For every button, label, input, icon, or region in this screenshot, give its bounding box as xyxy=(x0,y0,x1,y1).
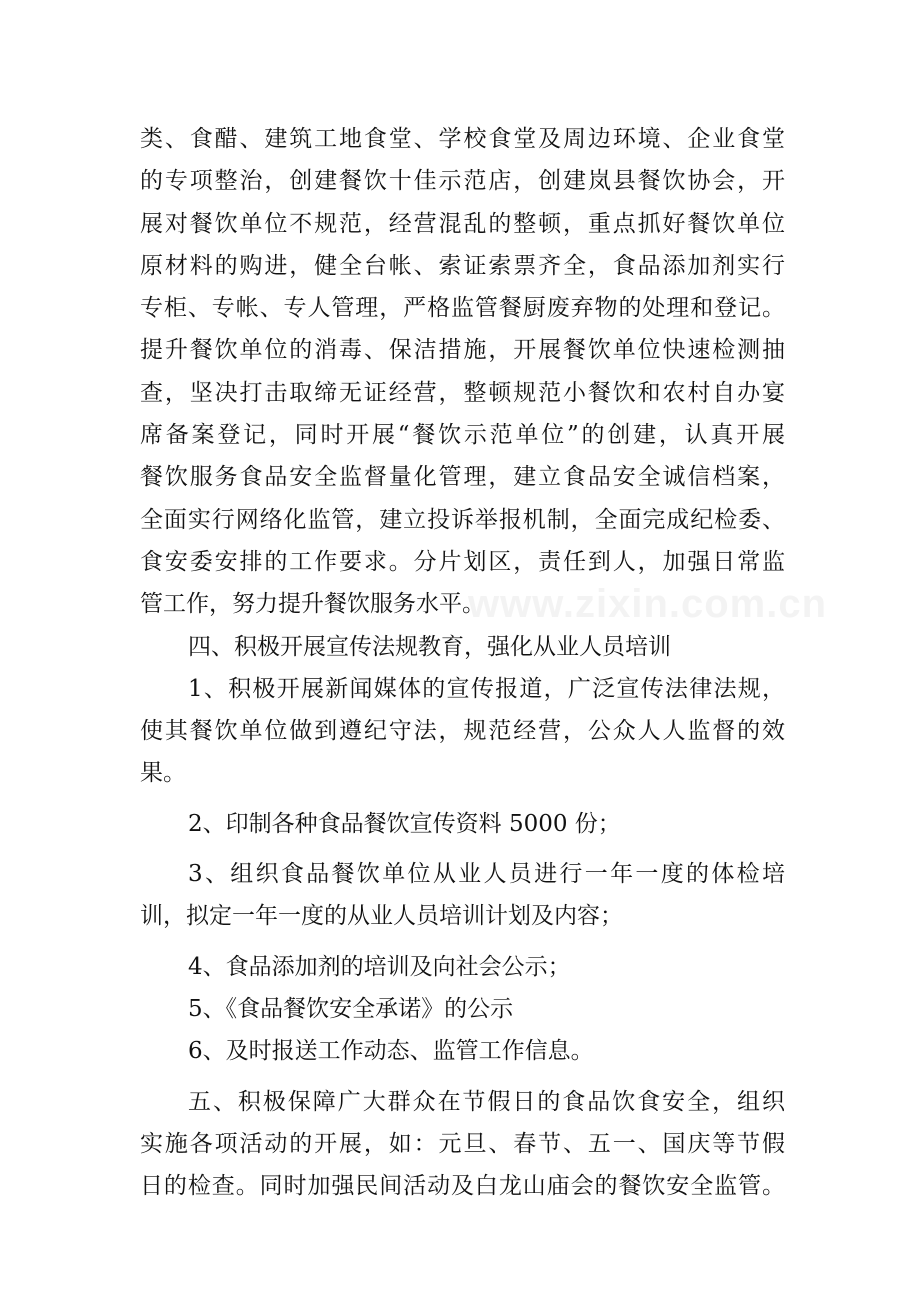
section-4-heading: 四、积极开展宣传法规教育，强化从业人员培训 xyxy=(188,633,671,660)
paragraph-line: 展对餐饮单位不规范，经营混乱的整顿，重点抓好餐饮单位 xyxy=(140,210,785,237)
list-item-1-line: 1、积极开展新闻媒体的宣传报道，广泛宣传法律法规， xyxy=(188,675,785,702)
paragraph-line: 提升餐饮单位的消毒、保洁措施，开展餐饮单位快速检测抽 xyxy=(140,337,785,364)
paragraph-line: 食安委安排的工作要求。分片划区，责任到人，加强日常监 xyxy=(140,548,785,575)
paragraph-line-last: 管工作，努力提升餐饮服务水平。 xyxy=(140,591,485,618)
paragraph-line: 席备案登记，同时开展“餐饮示范单位”的创建，认真开展 xyxy=(140,422,785,449)
list-item-3-line-last: 训，拟定一年一度的从业人员培训计划及内容； xyxy=(140,903,623,930)
paragraph-line: 类、食醋、建筑工地食堂、学校食堂及周边环境、企业食堂 xyxy=(140,126,785,152)
paragraph-line: 的专项整治，创建餐饮十佳示范店，创建岚县餐饮协会，开 xyxy=(140,168,785,195)
paragraph-line: 查，坚决打击取缔无证经营，整顿规范小餐饮和农村自办宴 xyxy=(140,379,785,406)
watermark: www.zixin.com.cn xyxy=(468,582,828,626)
list-item-1-line: 使其餐饮单位做到遵纪守法，规范经营，公众人人监督的效 xyxy=(140,718,785,745)
list-item-6: 6、及时报送工作动态、监管工作信息。 xyxy=(188,1038,594,1065)
section-5-line: 实施各项活动的开展，如：元旦、春节、五一、国庆等节假 xyxy=(140,1130,785,1157)
section-5-line-last: 日的检查。同时加强民间活动及白龙山庙会的餐饮安全监管。 xyxy=(140,1173,785,1200)
list-item-4: 4、食品添加剂的培训及向社会公示； xyxy=(188,953,571,980)
section-5-line: 五、积极保障广大群众在节假日的食品饮食安全，组织 xyxy=(188,1088,785,1115)
paragraph-line: 原材料的购进，健全台帐、索证索票齐全，食品添加剂实行 xyxy=(140,252,785,279)
paragraph-line: 全面实行网络化监管，建立投诉举报机制，全面完成纪检委、 xyxy=(140,506,785,533)
paragraph-line: 餐饮服务食品安全监督量化管理，建立食品安全诚信档案， xyxy=(140,464,785,491)
list-item-2: 2、印制各种食品餐饮宣传资料 5000 份； xyxy=(188,810,621,837)
document-body xyxy=(140,118,785,1207)
list-item-1-line-last: 果。 xyxy=(140,760,186,787)
list-item-3-line: 3、组织食品餐饮单位从业人员进行一年一度的体检培 xyxy=(188,861,785,888)
paragraph-line: 专柜、专帐、专人管理，严格监管餐厨废弃物的处理和登记。 xyxy=(140,295,785,322)
list-item-5: 5、《食品餐饮安全承诺》的公示 xyxy=(188,995,514,1022)
